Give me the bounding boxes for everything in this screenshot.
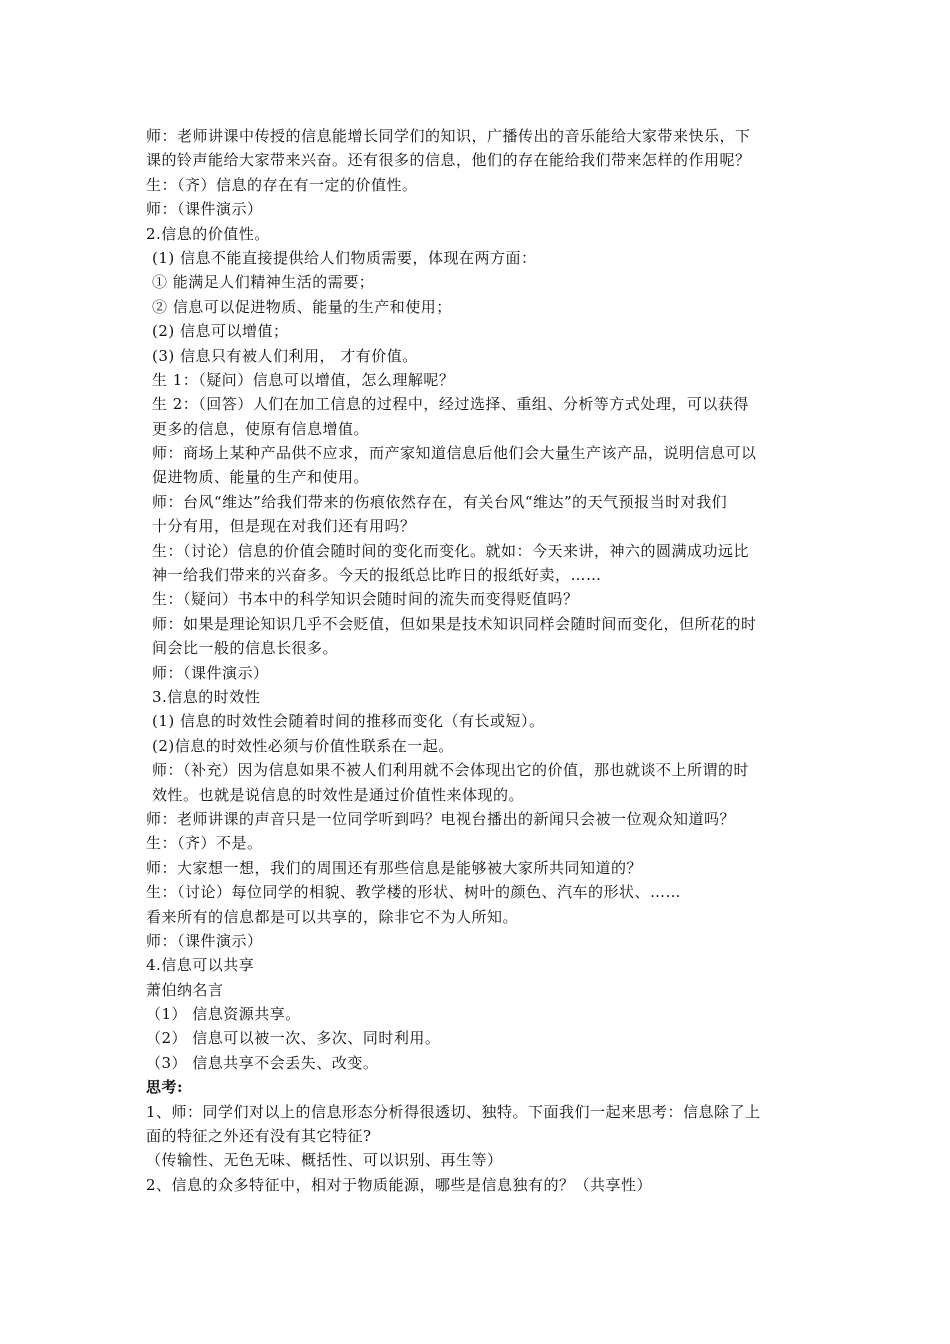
- paragraph-line: 师：大家想一想，我们的周围还有那些信息是能够被大家所共同知道的？: [146, 858, 643, 877]
- list-item: （2） 信息可以被一次、多次、同时利用。: [146, 1029, 441, 1048]
- section-heading: 思考:: [146, 1078, 184, 1097]
- section-heading: 2.信息的价值性。: [146, 224, 270, 243]
- list-item: ① 能满足人们精神生活的需要；: [152, 273, 375, 292]
- list-item: (3) 信息只有被人们利用， 才有价值。: [152, 346, 418, 365]
- paragraph-line: 课的铃声能给大家带来兴奋。还有很多的信息，他们的存在能给我们带来怎样的作用呢？: [146, 151, 751, 170]
- paragraph-line: 面的特征之外还有没有其它特征?: [146, 1127, 372, 1146]
- list-item: (2) 信息可以增值；: [152, 322, 289, 341]
- paragraph-line: 师：（课件演示）: [152, 663, 269, 682]
- paragraph-line: 1、师：同学们对以上的信息形态分析得很透切、独特。下面我们一起来思考：信息除了上: [146, 1102, 761, 1121]
- list-item: (2)信息的时效性必须与价值性联系在一起。: [152, 736, 454, 755]
- list-item: (1) 信息的时效性会随着时间的推移而变化（有长或短）。: [152, 712, 545, 731]
- paragraph-line: 2、信息的众多特征中，相对于物质能源，哪些是信息独有的？（共享性）: [146, 1175, 653, 1194]
- list-item: （3） 信息共享不会丢失、改变。: [146, 1053, 379, 1072]
- paragraph-line: 十分有用，但是现在对我们还有用吗？: [152, 517, 416, 536]
- paragraph-line: 师：台风“维达”给我们带来的伤痕依然存在，有关台风“维达”的天气预报当时对我们: [152, 492, 728, 511]
- list-item: ② 信息可以促进物质、能量的生产和使用；: [152, 297, 452, 316]
- paragraph-line: 看来所有的信息都是可以共享的，除非它不为人所知。: [146, 907, 519, 926]
- paragraph-line: 萧伯纳名言: [146, 980, 224, 999]
- paragraph-line: 生：（齐）不是。: [146, 834, 263, 853]
- paragraph-line: 间会比一般的信息长很多。: [152, 639, 339, 658]
- paragraph-line: 生 2：（回答）人们在加工信息的过程中，经过选择、重组、分析等方式处理，可以获得: [152, 395, 749, 414]
- section-heading: 4.信息可以共享: [146, 956, 255, 975]
- paragraph-line: 师：老师讲课的声音只是一位同学听到吗？电视台播出的新闻只会被一位观众知道吗？: [146, 809, 736, 828]
- paragraph-line: 促进物质、能量的生产和使用。: [152, 468, 370, 487]
- section-heading: 3.信息的时效性: [152, 687, 261, 706]
- paragraph-line: 师：（课件演示）: [146, 200, 263, 219]
- paragraph-line: 生：（讨论）信息的价值会随时间的变化而变化。就如：今天来讲，神六的圆满成功远比: [152, 541, 750, 560]
- paragraph-line: 效性。也就是说信息的时效性是通过价值性来体现的。: [152, 785, 525, 804]
- paragraph-line: 师：（课件演示）: [146, 931, 263, 950]
- paragraph-line: 生：（齐）信息的存在有一定的价值性。: [146, 175, 418, 194]
- paragraph-line: 神一给我们带来的兴奋多。今天的报纸总比昨日的报纸好卖，……: [152, 566, 602, 585]
- list-item: （1） 信息资源共享。: [146, 1005, 301, 1024]
- paragraph-line: 更多的信息，使原有信息增值。: [152, 419, 370, 438]
- paragraph-line: 生：（讨论）每位同学的相貌、教学楼的形状、树叶的颜色、汽车的形状、……: [146, 883, 682, 902]
- paragraph-line: 师：如果是理论知识几乎不会贬值，但如果是技术知识同样会随时间而变化，但所花的时: [152, 614, 757, 633]
- paragraph-line: 师：商场上某种产品供不应求，而产家知道信息后他们会大量生产该产品，说明信息可以: [152, 444, 757, 463]
- paragraph-line: 生 1：（疑问）信息可以增值，怎么理解呢？: [152, 370, 455, 389]
- paragraph-line: 生：（疑问）书本中的科学知识会随时间的流失而变得贬值吗？: [152, 590, 579, 609]
- paragraph-line: 师：老师讲课中传授的信息能增长同学们的知识，广播传出的音乐能给大家带来快乐，下: [146, 127, 751, 145]
- paragraph-line: （传输性、无色无味、概括性、可以识别、再生等）: [146, 1151, 503, 1170]
- list-item: (1) 信息不能直接提供给人们物质需要，体现在两方面：: [152, 248, 537, 267]
- document-body: [146, 124, 816, 1197]
- paragraph-line: 师：（补充）因为信息如果不被人们利用就不会体现出它的价值，那也就谈不上所谓的时: [152, 761, 750, 780]
